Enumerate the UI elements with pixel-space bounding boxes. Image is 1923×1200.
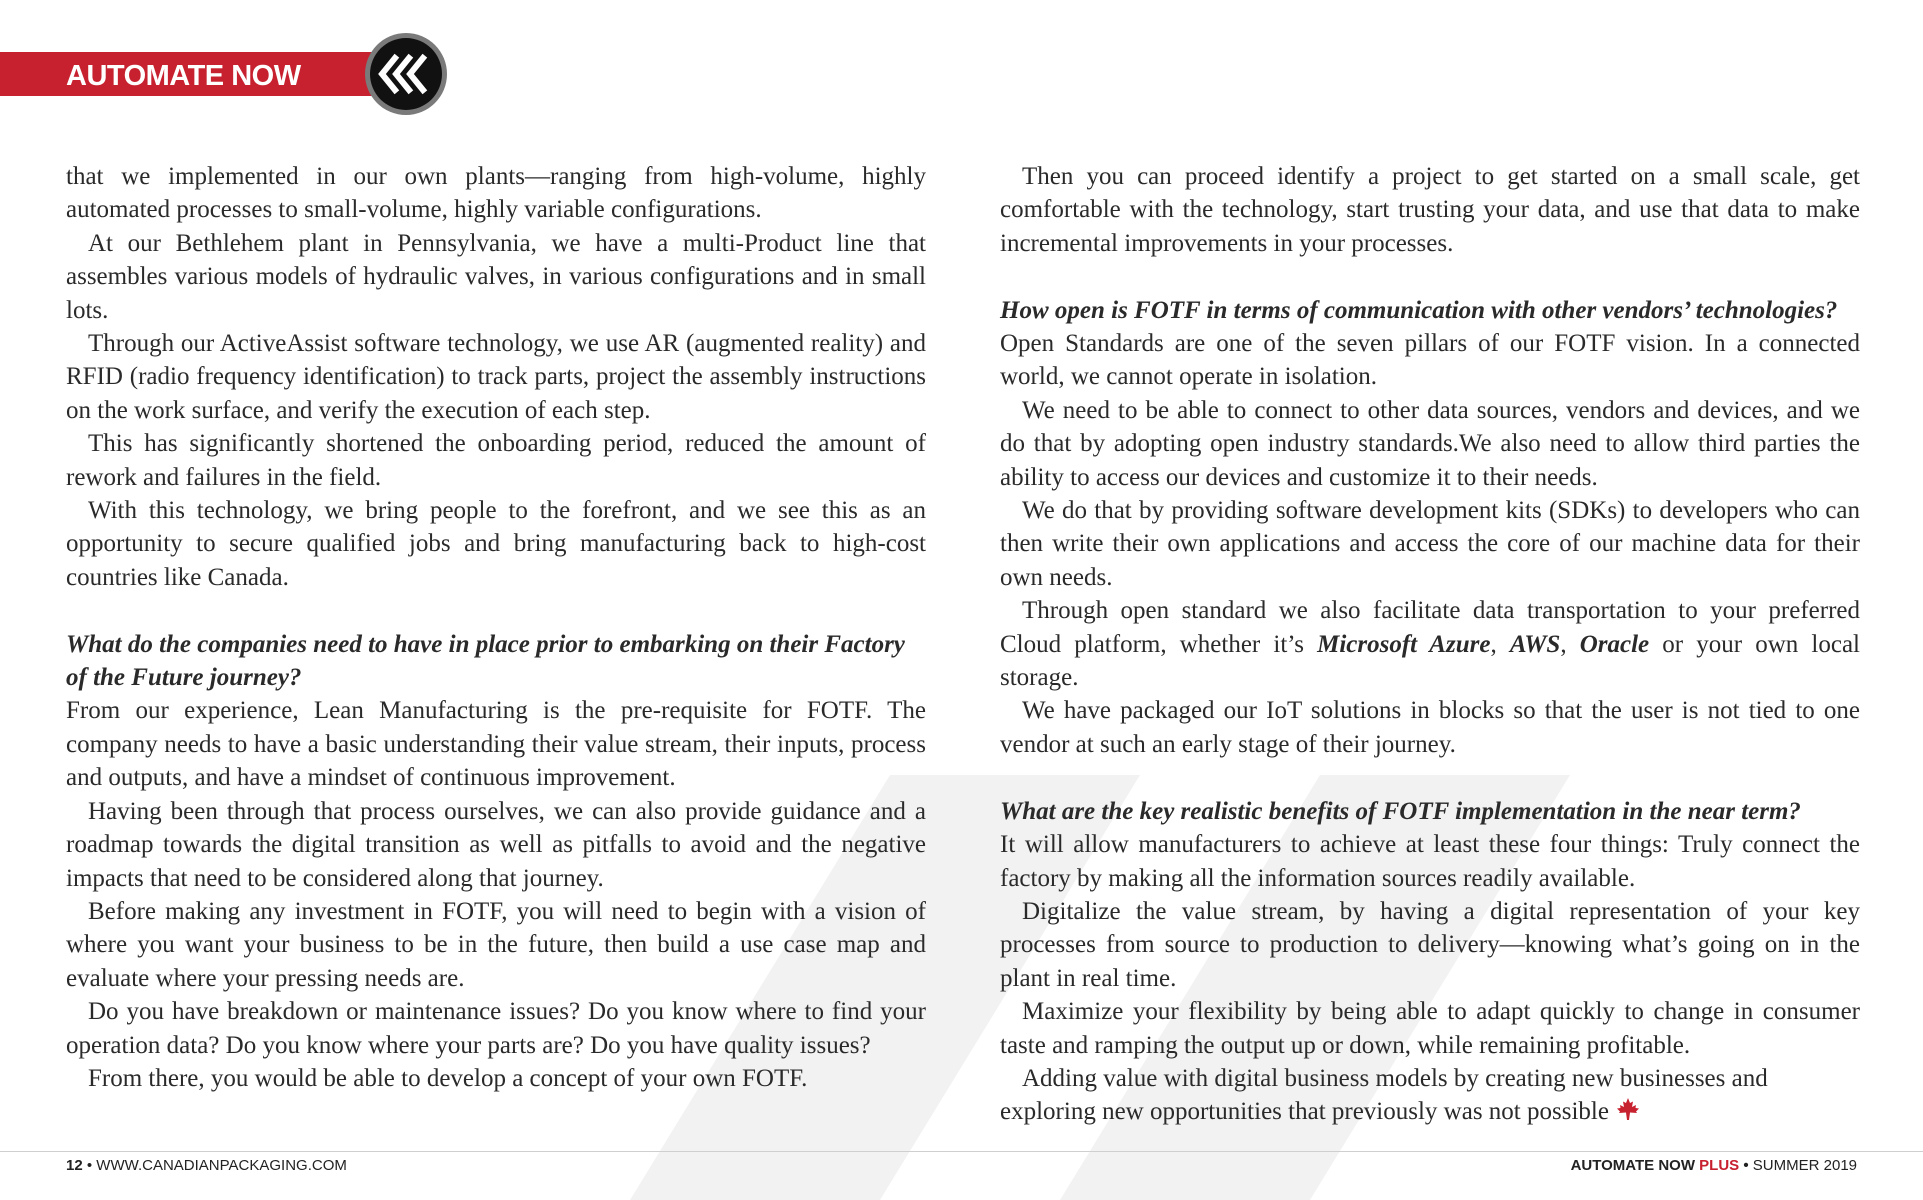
- paragraph: Open Standards are one of the seven pillars of our FOTF vision. In a connected world, we cannot operate in isolation.: [1000, 330, 1860, 391]
- text-run: or your own local storage.: [1000, 630, 1860, 692]
- paragraph: Having been through that process ourselves, we can also provide guidance and a roadmap towards the digital transition as well as pitfalls to avoid and the negative impacts that need to be considered along that journey.: [66, 797, 926, 892]
- text-run: Adding value with digital business models by creating new businesses and exploring new opportunities that previously was not possible: [1000, 1064, 1768, 1126]
- footer-bullet: •: [86, 1157, 93, 1174]
- paragraph: We do that by providing software development kits (SDKs) to developers who can then write their own applications and access the core of our machine data for their own needs.: [1000, 497, 1860, 591]
- paragraph: Before making any investment in FOTF, you will need to begin with a vision of where you want your business to be in the future, then build a use case map and evaluate where your pressing needs are.: [66, 897, 926, 992]
- footer-divider: [0, 1151, 1923, 1152]
- publication-name: AUTOMATE NOW: [1570, 1157, 1695, 1174]
- platform-name: AWS: [1509, 630, 1561, 658]
- text-run: Through open standard we also facilitate data transportation to your preferred Cloud platform, whether it’s: [1000, 597, 1860, 658]
- page-number: 12: [66, 1157, 83, 1174]
- paragraph: At our Bethlehem plant in Pennsylvania, we have a multi-Product line that assembles various models of hydraulic valves, in various configurations and in small lots.: [66, 229, 926, 324]
- paragraph: Then you can proceed identify a project to get started on a small scale, get comfortable with the technology, start trusting your data, and use that data to make incremental improvements in your processes.: [1000, 163, 1860, 257]
- paragraph: Do you have breakdown or maintenance issues? Do you know where to find your operation data? Do you know where your parts are? Do you have quality issues?: [66, 998, 926, 1059]
- issue-date: SUMMER 2019: [1752, 1157, 1857, 1174]
- paragraph-cloud-platforms: [1000, 594, 1860, 694]
- footer-left: [66, 1157, 347, 1174]
- paragraph: We need to be able to connect to other data sources, vendors and devices, and we do that by adopting open industry standards.We also need to allow third parties the ability to access our devices and customize it to their needs.: [1000, 396, 1860, 491]
- platform-name: Microsoft Azure: [1317, 630, 1491, 658]
- paragraph-final: [1000, 1062, 1860, 1129]
- paragraph: It will allow manufacturers to achieve at least these four things: Truly connect the factory by making all the information sources readily available.: [1000, 831, 1860, 892]
- paragraph: With this technology, we bring people to the forefront, and we see this as an opportunity to secure qualified jobs and bring manufacturing back to high-cost countries like Canada.: [66, 497, 926, 591]
- paragraph: From our experience, Lean Manufacturing is the pre-requisite for FOTF. The company needs to have a basic understanding their value stream, their inputs, process and outputs, and have a mindset of continuous improvement.: [66, 697, 926, 792]
- paragraph: Digitalize the value stream, by having a digital representation of your key processes from source to production to delivery—knowing what’s going on in the plant in real time.: [1000, 897, 1860, 992]
- website-link[interactable]: WWW.CANADIANPACKAGING.COM: [96, 1157, 347, 1174]
- text-run: ,: [1490, 630, 1510, 658]
- maple-leaf-icon: [1615, 1097, 1641, 1121]
- section-title: AUTOMATE NOW: [66, 60, 301, 92]
- paragraph: Maximize your flexibility by being able to adapt quickly to change in consumer taste and ramping the output up or down, while remaining profitable.: [1000, 998, 1860, 1059]
- paragraph: We have packaged our IoT solutions in blocks so that the user is not tied to one vendor at such an early stage of their journey.: [1000, 697, 1860, 758]
- interview-question: How open is FOTF in terms of communication with other vendors’ technologies?: [1000, 296, 1838, 324]
- platform-name: Oracle: [1579, 630, 1650, 658]
- footer-bullet: •: [1743, 1157, 1749, 1174]
- text-run: ,: [1560, 630, 1580, 658]
- paragraph: From there, you would be able to develop a concept of your own FOTF.: [88, 1064, 808, 1092]
- section-header-bar: [0, 52, 375, 96]
- right-article-column: [1000, 160, 1860, 1129]
- left-article-column: [66, 160, 926, 1095]
- footer-right: [1571, 1157, 1857, 1174]
- paragraph: that we implemented in our own plants—ranging from high-volume, highly automated processes to small-volume, highly variable configurations.: [66, 163, 926, 224]
- paragraph: This has significantly shortened the onboarding period, reduced the amount of rework and failures in the field.: [66, 430, 926, 491]
- paragraph: Through our ActiveAssist software technology, we use AR (augmented reality) and RFID (radio frequency identification) to track parts, project the assembly instructions on the work surface, and verify the execution of each step.: [66, 330, 926, 424]
- interview-question: What do the companies need to have in place prior to embarking on their Factory of the Future journey?: [66, 630, 905, 692]
- interview-question: What are the key realistic benefits of FOTF implementation in the near term?: [1000, 797, 1801, 825]
- chevron-left-triple-icon: [363, 31, 449, 117]
- publication-plus: PLUS: [1699, 1157, 1740, 1174]
